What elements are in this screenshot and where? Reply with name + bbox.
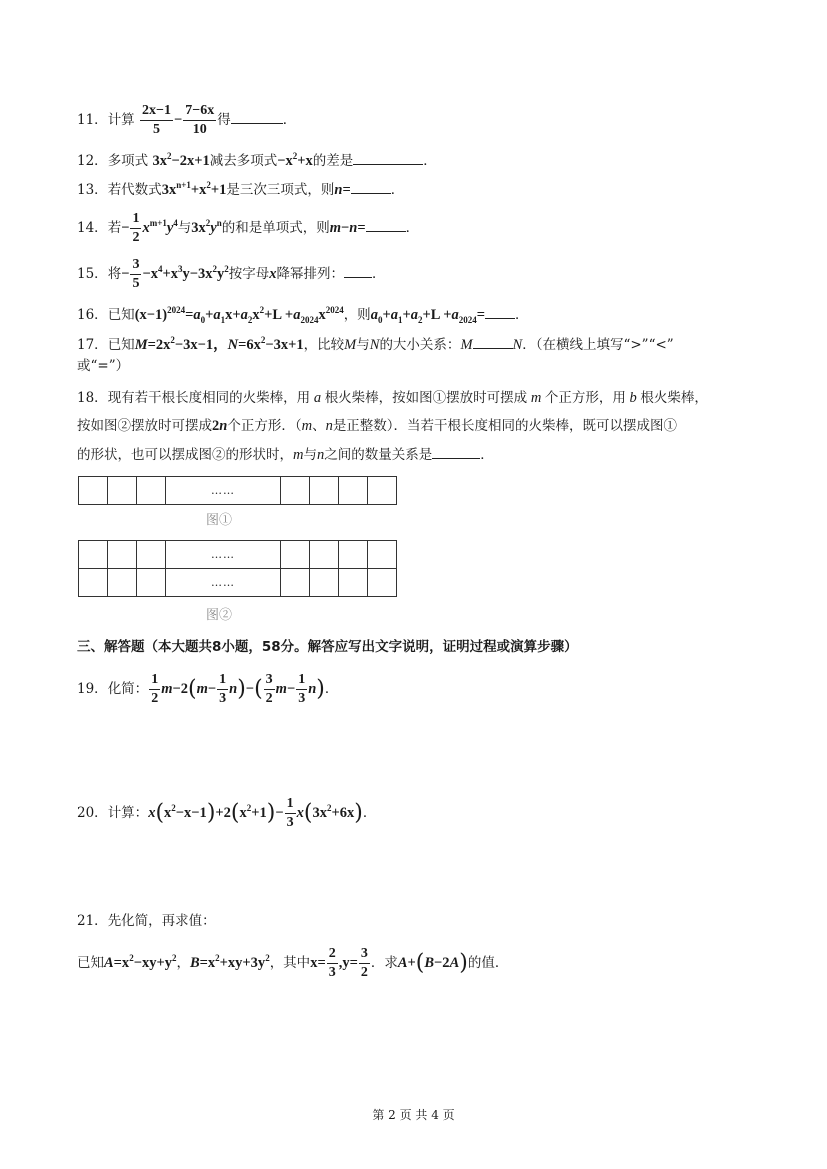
fraction: $\frac{1}{3}$ — [219, 672, 227, 706]
fraction: $\frac{2x-1}{5}$ — [141, 103, 171, 137]
question-20: 20．计算：$x(x^2-x-1)+2(x^2+1)-$ $\frac{1}{3}$ $x(3x^2+6x)$． — [77, 796, 377, 830]
fraction: $\frac{1}{3}$ — [286, 796, 294, 830]
answer-blank[interactable] — [473, 334, 513, 349]
figure-2-matchsticks — [78, 540, 397, 597]
figure-1-caption: 图① — [206, 513, 233, 528]
question-13: 13．若代数式$3x^{n+1}+x^2+1$是三次三项式，则n= ． — [77, 180, 405, 198]
answer-blank[interactable] — [366, 217, 406, 232]
question-15: 15．将− $\frac{3}{5}$ $-x^4+x^3y-3x^2y^2$按字母x降幂排列： ． — [77, 257, 386, 291]
question-14: 14．若− $\frac{1}{2}$ $x^{m+1}y^4$与$3x^2y^n$的和是单项式，则m−n= ． — [77, 211, 420, 245]
ellipsis: …… — [166, 569, 281, 597]
question-18-line3: 的形状，也可以摆成图②的形状时，m与n之间的数量关系是 ． — [77, 444, 494, 465]
fraction: $\frac{2}{3}$ — [328, 946, 336, 980]
ellipsis: …… — [166, 477, 281, 505]
answer-blank[interactable] — [351, 179, 391, 194]
fraction: $\frac{7-6x}{10}$ — [185, 103, 215, 137]
fraction: $\frac{3}{2}$ — [360, 946, 368, 980]
question-19: 19．化简： $\frac{1}{2}$ m−2(m− $\frac{1}{3}$ n)−( $\frac{3}{2}$ m− $\frac{1}{3}$ n)． — [77, 672, 339, 706]
question-18-line2: 按如图②摆放时可摆成2n个正方形．（m、n是正整数）．当若干根长度相同的火柴棒，既可以摆成图① — [77, 418, 678, 434]
fraction: $\frac{1}{3}$ — [298, 672, 306, 706]
question-18-line1: 18．现有若干根长度相同的火柴棒，用 a 根火柴棒，按如图①摆放时可摆成 m 个正方形，用 b 根火柴棒， — [77, 390, 708, 406]
fraction: $\frac{3}{5}$ — [132, 257, 140, 291]
figure-1-matchsticks — [78, 476, 397, 505]
answer-blank[interactable] — [344, 263, 372, 278]
page-footer: 第 2 页 共 4 页 — [372, 1108, 455, 1122]
question-12: 12．多项式 $3x^2-2x+1$减去多项式$-x^2+x$的差是 ． — [77, 151, 437, 169]
answer-blank[interactable] — [432, 444, 480, 459]
fraction: $\frac{3}{2}$ — [265, 672, 273, 706]
question-21-line2: 已知$A=x^2-xy+y^2$，$B=x^2+xy+3y^2$，其中x= $\frac{2}{3}$ ,y= $\frac{3}{2}$ ．求A+(B−2A)的值． — [77, 946, 509, 980]
answer-blank[interactable] — [231, 109, 283, 124]
answer-blank[interactable] — [353, 150, 423, 165]
ellipsis: …… — [166, 541, 281, 569]
section-title: 三、解答题（本大题共8小题，58分。解答应写出文字说明，证明过程或演算步骤） — [77, 639, 578, 655]
fraction: $\frac{1}{2}$ — [132, 211, 140, 245]
question-17: 17．已知$M=2x^2-3x-1$，$N=6x^2-3x+1$，比较M与N的大小关系：M N．（在横线上填写“>”“<” — [77, 335, 674, 353]
question-21: 21．先化简，再求值： — [77, 913, 216, 929]
answer-blank[interactable] — [485, 304, 515, 319]
figure-2-caption: 图② — [206, 608, 233, 623]
question-16: 16．已知$(x-1)^{2024}=a_0+a_1x+a_2x^2+L +a_{2024}x^{2024}$，则$a_0+a_1+a_2+L +a_{2024}=$ ． — [77, 305, 529, 325]
fraction: $\frac{1}{2}$ — [151, 672, 159, 706]
question-11: 11．计算 $\frac{2x-1}{5}$ − $\frac{7-6x}{10}$ 得 ． — [77, 103, 297, 137]
question-17-line2: 或“=”） — [77, 358, 130, 374]
